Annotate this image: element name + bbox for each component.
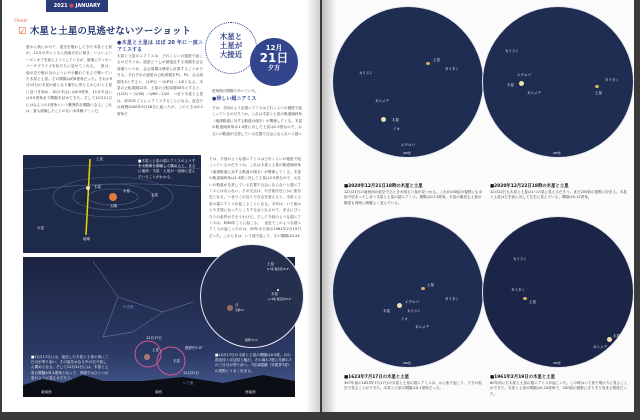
- label-ganymede: ガニメデ: [593, 345, 607, 349]
- header-year: 2021: [53, 3, 68, 9]
- label-titan: タイタン: [511, 288, 525, 292]
- label-mars: 火星: [37, 226, 44, 230]
- label-sun: 太陽: [110, 204, 117, 208]
- label-date1: 12月17日: [146, 336, 162, 340]
- telescope-view-2: [482, 6, 634, 158]
- badge-line: 土星が: [219, 41, 243, 50]
- caption-1: [344, 184, 484, 206]
- section2-lead: 度角程の間隔であいていた。: [212, 89, 259, 93]
- label-saturn: 土星: [96, 157, 103, 161]
- caption-text: 60年前にも木星と土星の超ニアミスが起こった。この時はいて座で明け方に見ることができた。木星と土星の間隔は0.24度角で、200倍の視野にぎりぎり収まる程度だった。: [490, 380, 628, 396]
- label-callisto: カリスト: [513, 257, 527, 261]
- moon-marker: [227, 305, 233, 311]
- section1-heading: ●木星と土星は ほぼ 20 年に一度ニアミスする: [117, 40, 203, 53]
- telescope-view-4: [482, 216, 634, 368]
- caption-4: [490, 375, 630, 397]
- inset-caption: ■12月17日の木星と土星の間隔は0.5度。月の視直径とほぼ同じ幅だ。その南3.7度に月齢2.7の三日月が寄り添う。7倍双眼鏡（実視界7度）の視野にうまく収まる。: [215, 353, 292, 373]
- caption-text: 12月22日も木星と土星は1つの星に見えるだろう。まだ200倍の視野に収まる。木星と土星は左手前に対して左右に並んでいる。間隔は0.12度角。: [490, 189, 627, 199]
- caption-title: ■1961年2月19日の木星と土星: [490, 375, 556, 380]
- label-titan: タイタン: [605, 78, 619, 82]
- label-callisto: カリスト: [359, 71, 373, 75]
- badge-time: 夕方: [267, 65, 280, 72]
- label-io: イオ: [393, 127, 400, 131]
- section1-text: 木星と土星のニアミスは、どれくらいの頻度で起こるのだろうか。惑星どうしが最接近する周期を会合周期というが、会合周期は簡単に計算することができる。それぞれの惑星の公転周期をP1、P2、会合周期をSとすると、(1/P1) − (1/P2) ＝1/Sとなる。木星の公転周期12年、土星の公転周期30年とすると、(1/12) − (1/30) ＝3/60＝1/20 つまり木星と土星は、約20年ごとにニアミスすることになる。直近では西暦2000年5月28日に起ったが、このときは0.1度角で: [117, 54, 203, 116]
- saturn-marker: [595, 85, 599, 88]
- right-page: [322, 0, 634, 412]
- caption-title: ■1623年7月17日の木星と土星: [344, 375, 410, 380]
- label-jupiter: 木星: [392, 118, 399, 122]
- label-saturn: 土星: [529, 300, 536, 304]
- label-moon: 月: [235, 303, 239, 307]
- label-saturn: 土星: [152, 348, 159, 352]
- sky-caption: ■12月17日には、接近した木星と土星の傍に三日月が寄り添い、その姿をめなる中の空で楽しん間めとなる。そして12月21日には、木星と土星の間隔が0.1度角となって、肉眼ではひとつの星のように見えるだろう。: [31, 355, 109, 380]
- saturn-marker: [426, 62, 430, 65]
- label-ganymede: ガニメデ: [527, 91, 541, 95]
- left-page: [2, 0, 320, 412]
- label-europa: エウロパ: [405, 300, 419, 304]
- label-callisto: カリスト: [505, 49, 519, 53]
- solar-system-diagram: [23, 155, 201, 253]
- label-field: 視野円7.0°: [245, 339, 259, 342]
- label-jupiter: 木星: [613, 334, 620, 338]
- date-badge: [250, 38, 298, 86]
- caption-title: ■2020年12月21日18時の木星と土星: [344, 184, 423, 189]
- header-tab: [46, 0, 108, 12]
- label-europa: エウロパ: [517, 73, 531, 77]
- jupiter-marker: [381, 117, 386, 122]
- moon-info: 月齢2.7: [235, 309, 245, 312]
- section2-continued: では、今回のような超ニアミスはどれくらいの頻度で起こっているのだろうか。これは木星と土星の軌道傾斜角（地球軌道に対する軌道の傾き）が関係してくる。木星の軌道傾斜角は1.3度に対して土星は2.5度なので、お互いの軌道が交差している位置で合会にならないと超ニアミスにはならない。その交点は、やぎ座付近とかに座付近となる。つまりこの辺りで合会を迎えると、木星と土星の超ニアミスが起こることになる。今年は、いて座からやぎ座になったところで合会となるので、まさにぴったりの条件がそろうわけだ。そして今回のような超ニアミスは、約60年ごとに起こる。 直近でこのような超ニアミスが起こったのは、59年ほど前の1961年2月19日だった。このときは、いて座で起こり、その間隔は0.24: [209, 157, 301, 238]
- label-capricornus: やぎ座: [123, 305, 134, 309]
- check-label: Check!: [14, 18, 28, 23]
- label-sagittarius: いて座: [183, 381, 194, 385]
- magnification: 200倍: [403, 152, 411, 155]
- article-title: [18, 26, 191, 37]
- direction-label: 南南西: [41, 390, 52, 394]
- label-venus: 金星: [151, 193, 158, 197]
- badge-month: 12月: [265, 44, 283, 52]
- caption-2: [490, 184, 630, 201]
- label-saturn: 土星: [427, 283, 434, 287]
- magnification: 200倍: [553, 152, 561, 155]
- jupiter-marker: [607, 337, 612, 342]
- caption-text: 397年前の1623年7月17日の木星と土星の超ニアミスは、かに座で起こり、夕方の低空で見ることができた。木星と土星の間隔は0.1度角だった。: [344, 380, 482, 390]
- label-titan: タイタン: [445, 67, 459, 71]
- orbit-caption: ■木星と土星の超ニアミスのようすを太陽系を俯瞰して眺めると、まさに地球・木星・土星が一直線に並んでいることがわかる。: [138, 159, 196, 179]
- jupiter-marker: [397, 303, 402, 308]
- saturn-marker: [523, 297, 527, 300]
- label-jupiter: 木星: [271, 292, 278, 296]
- badge-day: 21日: [259, 51, 289, 65]
- label-mercury: 水星: [123, 189, 130, 193]
- binocular-inset: [200, 244, 304, 348]
- label-jupiter: 木星: [94, 185, 101, 189]
- label-date2: 12月21日: [183, 371, 199, 375]
- direction-label: 南西: [155, 390, 162, 394]
- badge-line: 木星と: [219, 32, 243, 41]
- dot-icon: ●: [69, 3, 74, 9]
- magnification: 200倍: [553, 362, 561, 365]
- header-month: JANUARY: [75, 3, 101, 9]
- telescope-view-1: [332, 6, 484, 158]
- section2-text: では、今回のような超ニアミスはどれくらいの頻度で起こっているのだろうか。これは木星と土星の軌道傾斜角（地球軌道に対する軌道の傾き）が関係してくる。木星の軌道傾斜角は1.3度に対して土星は2.5度なので、お互いの軌道が交差している位置で合会にならないと超ニ: [212, 105, 302, 136]
- badge-line: 大接近: [219, 50, 243, 59]
- label-field: 視野円7.0°: [185, 346, 203, 350]
- label-jupiter: 木星: [383, 309, 390, 313]
- page-gutter: [306, 0, 320, 412]
- label-callisto: カリスト: [407, 309, 421, 313]
- jupiter-marker: [519, 81, 524, 86]
- label-saturn: 土星: [595, 91, 602, 95]
- direction-label: 西南西: [245, 390, 256, 394]
- label-earth: 地球: [83, 237, 90, 241]
- label-titan: タイタン: [445, 297, 459, 301]
- label-ganymede: ガニメデ: [375, 99, 389, 103]
- label-ganymede: ガニメデ: [415, 325, 429, 329]
- jupiter-info: −1.9等 視直径33.4": [267, 298, 292, 301]
- checkbox-icon: ☑: [18, 26, 27, 37]
- saturn-marker: [421, 287, 425, 290]
- caption-text: 12月21日の南西西の低空でひときわ明るい星が見つかる。これが200倍の視野にも余裕で収まってしまう木星と土星の超ニアミス。間隔は0.11度角。木星の衛星も土星の衛星も同時に綺麗よく並んでいる。: [344, 189, 483, 205]
- telescope-view-3: [332, 216, 484, 368]
- saturn-info: 0.7等 視直径15.3": [267, 268, 290, 271]
- magnification: 200倍: [403, 362, 411, 365]
- label-jupiter: 木星: [507, 83, 514, 87]
- section2-heading: ●珍しい超ニアミス: [212, 96, 257, 103]
- section2: [212, 88, 302, 154]
- intro-text: 夏から秋にかけて、夜空を賑わしてきた木星と土星が、12月の声とともに西南の空に傾き、いよいよシーズンオフを迎えようとしているが、最後にディセンバーサプライズを私たちに見せてくれる。 夏は、南の空で親の目のようにやや離れてまんで輝いていた木星と土星。その間隔は約8度角だった。それが9月13日の木星が留となり順行に戻りじわじわと土星に近づき始め、10月半ばには6.5度角、11月半ばには3.5度角まで間隔を詰めてきた。そして12月21日にはなんと0.1度角という驚異的な間隔になる。これは、誰も経験したことのない未体験ゾーンだ。: [26, 45, 112, 114]
- caption-3: [344, 375, 484, 392]
- label-saturn: 土星: [267, 262, 274, 266]
- title-text: 木星と土星の見逃せないツーショット: [29, 26, 191, 37]
- label-europa: エウロパ: [401, 143, 415, 147]
- section1: [117, 40, 203, 154]
- caption-title: ■2020年12月22日18時の木星と土星: [490, 184, 569, 189]
- label-jupiter: 木星: [173, 359, 180, 363]
- jupiter-marker: [277, 289, 279, 291]
- label-saturn: 土星: [433, 58, 440, 62]
- label-io: イオ: [401, 317, 408, 321]
